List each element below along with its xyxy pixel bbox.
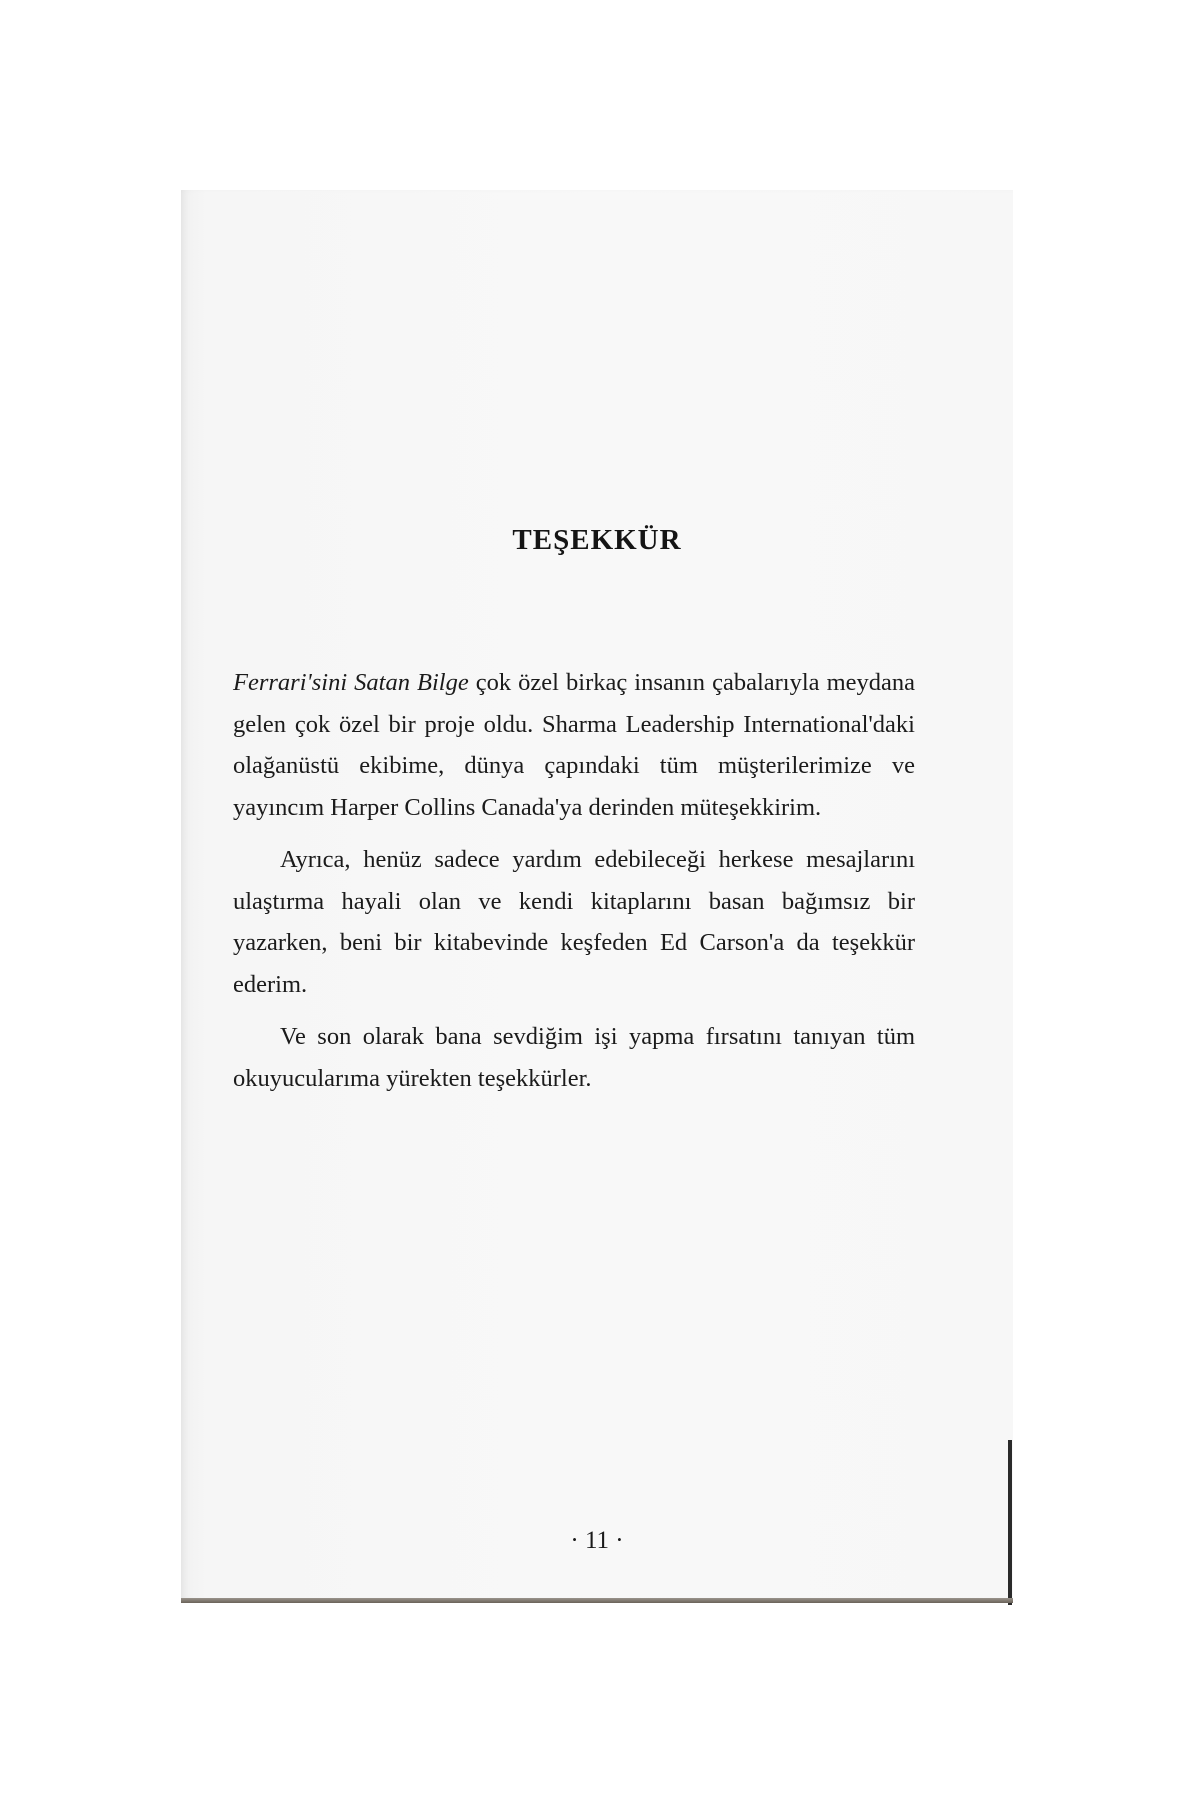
paragraph-1 [233,662,915,828]
acknowledgement-text [233,662,915,1110]
paragraph-3: Ve son olarak bana sevdiğim işi yapma fırsatını tanıyan tüm okuyucularıma yürekten teşekkürler. [233,1023,915,1092]
page-title: TEŞEKKÜR [512,524,682,556]
paragraph-1-text: çok özel birkaç insanın çabalarıyla meydana gelen çok özel bir proje oldu. Sharma Leadership International'daki olağanüstü ekibime, dünya çapındaki tüm müşterilerimize ve yayıncım Harper Collins Canada'ya derinden müteşekkirim. [233,669,916,821]
book-title-italic: Ferrari'sini Satan Bilge [233,669,469,696]
paragraph-2: Ayrıca, henüz sadece yardım edebileceği herkese mesajlarını ulaştırma hayali olan ve kendi kitaplarını basan bağımsız bir yazarken, beni bir kitabevinde keşfeden Ed Carson'a da teşekkür ederim. [233,846,915,998]
page-edge-shadow [1008,1440,1012,1605]
page-bottom-edge [181,1598,1013,1603]
page-number: · 11 · [570,1527,624,1554]
